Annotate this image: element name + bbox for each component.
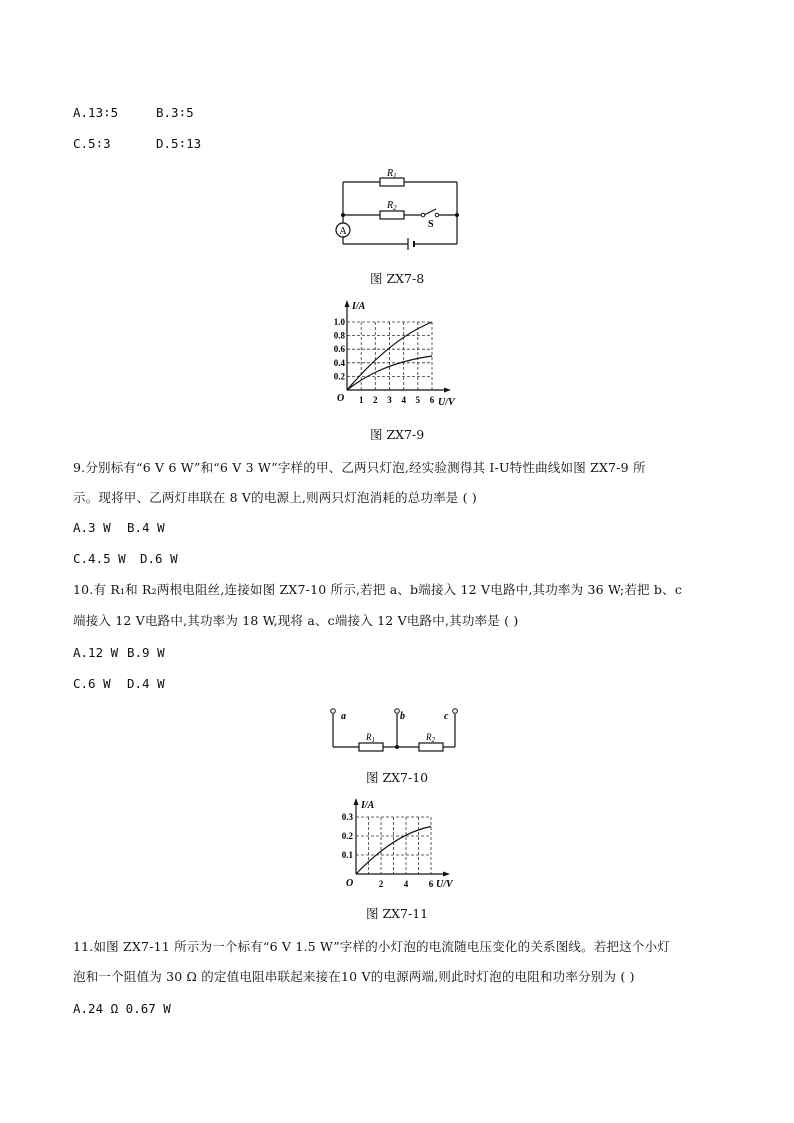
- r2-label: $R_2$: [387, 200, 397, 212]
- iu-graph-zx7-11: [335, 798, 465, 894]
- caption-zx7-9: 图 ZX7-9: [370, 427, 425, 442]
- ammeter-label: A: [339, 226, 347, 237]
- terminal-a-label: a: [341, 711, 346, 722]
- terminal-c-label: c: [444, 711, 449, 722]
- switch-label: S: [428, 219, 434, 230]
- y-tick: 0.2: [333, 371, 345, 382]
- x-tick: 1: [358, 395, 364, 405]
- y-tick: 0.8: [333, 330, 345, 341]
- r1-label: $R_1$: [387, 168, 397, 180]
- y-tick: 0.4: [333, 357, 345, 368]
- q11-text-line2: 泡和一个阻值为 30 Ω 的定值电阻串联起来接在10 V的电源两端,则此时灯泡的电阻和功率分别为 ( ): [73, 969, 635, 984]
- x-tick: 4: [403, 879, 409, 889]
- y-tick: 0.2: [341, 831, 353, 841]
- x-axis-label: U/V: [438, 397, 455, 408]
- caption-zx7-10: 图 ZX7-10: [366, 770, 429, 785]
- y-axis-label: I/A: [352, 301, 366, 312]
- y-tick: 1.0: [333, 317, 345, 327]
- q9-text-line1: 9.分别标有“6 V 6 W”和“6 V 3 W”字样的甲、乙两只灯泡,经实验测得其 I-U特性曲线如图 ZX7-9 所: [73, 460, 646, 475]
- q8-option-d: D.5∶13: [156, 136, 202, 151]
- q9-option-b: B.4 W: [127, 520, 165, 535]
- q9-option-a: A.3 W: [73, 520, 111, 535]
- caption-zx7-11: 图 ZX7-11: [366, 906, 429, 921]
- origin-label: O: [337, 393, 345, 404]
- q8-option-c: C.5∶3: [73, 136, 111, 151]
- q9-text-line2: 示。现将甲、乙两灯串联在 8 V的电源上,则两只灯泡消耗的总功率是 ( ): [73, 490, 478, 505]
- q9-option-c: C.4.5 W: [73, 551, 126, 566]
- q9-option-d: D.6 W: [140, 551, 178, 566]
- x-tick: 2: [373, 395, 378, 405]
- circuit-diagram-zx7-8: [330, 165, 470, 255]
- caption-zx7-8: 图 ZX7-8: [370, 271, 425, 286]
- x-tick: 3: [387, 395, 392, 405]
- x-axis-label: U/V: [436, 879, 453, 890]
- resistor-diagram-zx7-10: [325, 702, 465, 758]
- x-tick: 6: [428, 879, 434, 889]
- q11-text-line1: 11.如图 ZX7-11 所示为一个标有“6 V 1.5 W”字样的小灯泡的电流随电压变化的关系图线。若把这个小灯: [73, 939, 671, 954]
- r2-label: $R_2$: [426, 732, 435, 744]
- origin-label: O: [346, 878, 354, 889]
- q10-option-b: B.9 W: [127, 645, 165, 660]
- y-tick: 0.6: [333, 344, 345, 355]
- y-tick: 0.3: [341, 812, 353, 822]
- terminal-b-label: b: [400, 711, 405, 722]
- q10-text-line2: 端接入 12 V电路中,其功率为 18 W,现将 a、c端接入 12 V电路中,其功率是 ( ): [73, 613, 519, 628]
- iu-graph-zx7-9: [335, 298, 465, 414]
- x-tick: 5: [415, 395, 421, 405]
- q10-option-a: A.12 W: [73, 645, 119, 660]
- x-tick: 6: [429, 395, 435, 405]
- r1-label: $R_1$: [366, 732, 375, 744]
- q8-option-b: B.3∶5: [156, 105, 194, 120]
- q8-option-a: A.13∶5: [73, 105, 119, 120]
- y-tick: 0.1: [341, 850, 353, 860]
- q10-text-line1: 10.有 R₁和 R₂两根电阻丝,连接如图 ZX7-10 所示,若把 a、b端接入 12 V电路中,其功率为 36 W;若把 b、c: [73, 582, 683, 597]
- q10-option-c: C.6 W: [73, 676, 111, 691]
- q11-option-a: A.24 Ω 0.67 W: [73, 1001, 171, 1016]
- x-tick: 4: [401, 395, 406, 405]
- x-tick: 2: [378, 879, 384, 889]
- y-axis-label: I/A: [361, 800, 375, 811]
- q10-option-d: D.4 W: [127, 676, 165, 691]
